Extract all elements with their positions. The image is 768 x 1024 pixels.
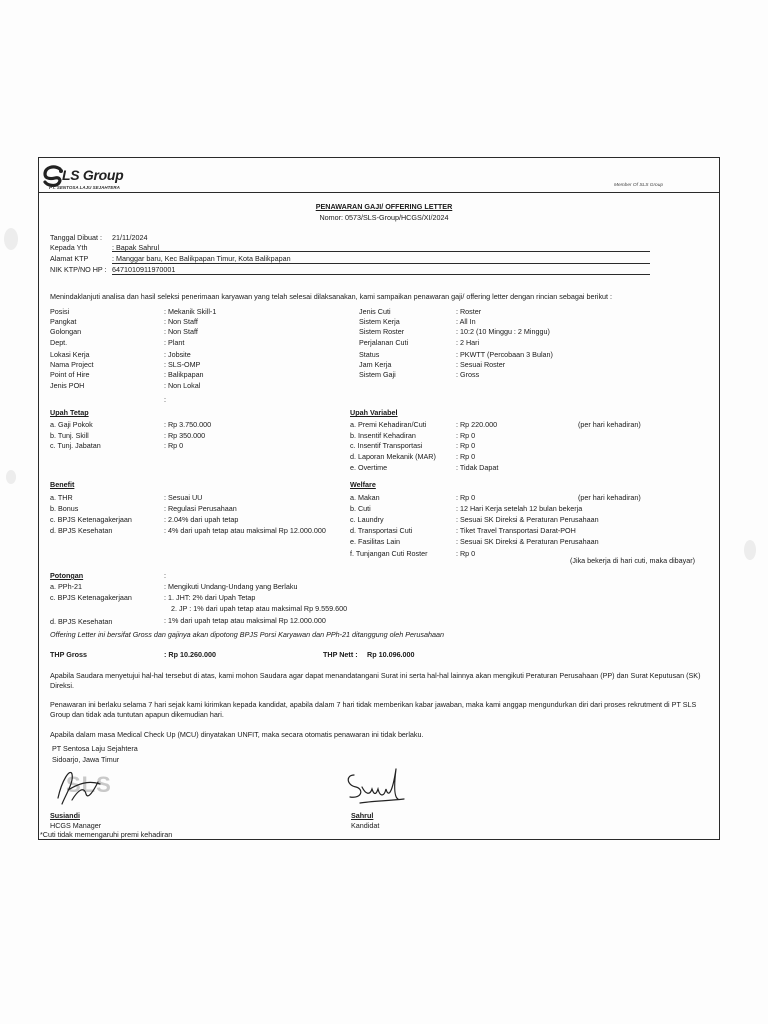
candidate-role: Kandidat bbox=[351, 821, 380, 830]
detail-label: Jenis POH bbox=[50, 381, 85, 390]
thp-gross-label: THP Gross bbox=[50, 650, 88, 659]
detail-value: : 10:2 (10 Minggu : 2 Minggu) bbox=[456, 327, 550, 336]
date-value: 21/11/2024 bbox=[112, 233, 148, 242]
benefit-value: : Sesuai UU bbox=[164, 493, 203, 502]
detail-label: Golongan bbox=[50, 327, 82, 336]
mcu-paragraph: Apabila dalam masa Medical Check Up (MCU) dinyatakan UNFIT, maka secara otomatis penawaran ini tidak berlaku. bbox=[50, 730, 424, 739]
upah-variabel-label: d. Laporan Mekanik (MAR) bbox=[350, 452, 436, 461]
letter-title: PENAWARAN GAJI/ OFFERING LETTER bbox=[315, 202, 453, 211]
detail-value: : Balikpapan bbox=[164, 370, 204, 379]
detail-value: : Non Staff bbox=[164, 317, 198, 326]
potongan-value: : Mengikuti Undang-Undang yang Berlaku bbox=[164, 582, 298, 591]
welfare-label: f. Tunjangan Cuti Roster bbox=[350, 549, 428, 558]
date-label: Tanggal Dibuat : bbox=[50, 233, 102, 242]
detail-value: : Gross bbox=[456, 370, 480, 379]
upah-variabel-heading: Upah Variabel bbox=[350, 408, 398, 417]
manager-signature bbox=[48, 760, 118, 810]
welfare-note: (Jika bekerja di hari cuti, maka dibayar) bbox=[570, 556, 696, 565]
footnote: *Cuti tidak memengaruhi premi kehadiran bbox=[40, 830, 173, 839]
upah-tetap-label: c. Tunj. Jabatan bbox=[50, 441, 101, 450]
welfare-value: : Sesuai SK Direksi & Peraturan Perusahaan bbox=[456, 515, 599, 524]
upah-variabel-note: (per hari kehadiran) bbox=[578, 420, 641, 429]
company-subtitle: PT. SENTOSA LAJU SEJAHTERA bbox=[49, 185, 120, 190]
detail-label: Sistem Roster bbox=[359, 327, 405, 336]
upah-variabel-label: c. Insentif Transportasi bbox=[350, 441, 423, 450]
scan-smudge bbox=[4, 228, 18, 250]
upah-variabel-label: e. Overtime bbox=[350, 463, 388, 472]
potongan-value: 2. JP : 1% dari upah tetap atau maksimal Rp 9.559.600 bbox=[171, 604, 348, 613]
welfare-note: (per hari kehadiran) bbox=[578, 493, 641, 502]
upah-variabel-value: : Rp 0 bbox=[456, 431, 476, 440]
detail-value: : Roster bbox=[456, 307, 482, 316]
detail-label: Point of Hire bbox=[50, 370, 90, 379]
scan-smudge bbox=[744, 540, 756, 560]
benefit-label: a. THR bbox=[50, 493, 73, 502]
detail-value: : Sesuai Roster bbox=[456, 360, 506, 369]
welfare-value: : Tiket Travel Transportasi Darat-POH bbox=[456, 526, 576, 535]
upah-variabel-value: : Rp 0 bbox=[456, 452, 476, 461]
scan-smudge bbox=[6, 470, 16, 484]
manager-name: Susiandi bbox=[50, 811, 80, 820]
validity-paragraph: Penawaran ini berlaku selama 7 hari sejak kami kirimkan kepada kandidat, apabila dalam 7 hari tidak memberikan kabar jawaban, maka kami anggap mengundurkan diri dari proses rekrutment di PT SLS Group dan tidak ada tuntutan apapun dikemudian hari. bbox=[50, 700, 697, 719]
welfare-value: : 12 Hari Kerja setelah 12 bulan bekerja bbox=[456, 504, 583, 513]
welfare-heading: Welfare bbox=[350, 480, 376, 489]
benefit-label: b. Bonus bbox=[50, 504, 79, 513]
welfare-label: c. Laundry bbox=[350, 515, 384, 524]
company-name: LS Group bbox=[62, 167, 124, 183]
benefit-label: c. BPJS Ketenagakerjaan bbox=[50, 515, 132, 524]
upah-tetap-value: : Rp 0 bbox=[164, 441, 184, 450]
benefit-heading: Benefit bbox=[50, 480, 75, 489]
upah-tetap-value: : Rp 350.000 bbox=[164, 431, 206, 440]
potongan-label: d. BPJS Kesehatan bbox=[50, 617, 113, 626]
detail-label: Sistem Gaji bbox=[359, 370, 396, 379]
identity-underline bbox=[112, 251, 650, 252]
address-label: Alamat KTP bbox=[50, 254, 89, 263]
recipient-label: Kepada Yth bbox=[50, 243, 88, 252]
welfare-value: : Rp 0 bbox=[456, 549, 476, 558]
detail-value: : Jobsite bbox=[164, 350, 191, 359]
member-label: Member Of SLS Group bbox=[614, 183, 664, 188]
nik-value: 6471010911970001 bbox=[112, 265, 176, 274]
upah-tetap-label: b. Tunj. Skill bbox=[50, 431, 89, 440]
intro-text: Menindaklanjuti analisa dan hasil seleksi penerimaan karyawan yang telah selesai dilaksanakan, kami sampaikan penawaran gaji/ offering letter dengan rincian sebagai berikut : bbox=[50, 292, 613, 301]
potongan-value: : 1. JHT: 2% dari Upah Tetap bbox=[164, 593, 256, 602]
detail-value: : PKWTT (Percobaan 3 Bulan) bbox=[456, 350, 553, 359]
potongan-value: : 1% dari upah tetap atau maksimal Rp 12.000.000 bbox=[164, 616, 326, 625]
detail-label: Perjalanan Cuti bbox=[359, 338, 409, 347]
detail-value: : Non Staff bbox=[164, 327, 198, 336]
detail-label: Lokasi Kerja bbox=[50, 350, 90, 359]
company-logo bbox=[42, 165, 192, 195]
company-name-signature: PT Sentosa Laju Sejahtera bbox=[52, 744, 138, 753]
address-value: : Manggar baru, Kec Balikpapan Timur, Kota Balikpapan bbox=[112, 254, 291, 263]
detail-value: : Plant bbox=[164, 338, 185, 347]
nik-label: NIK KTP/NO HP : bbox=[50, 265, 107, 274]
welfare-label: d. Transportasi Cuti bbox=[350, 526, 413, 535]
upah-tetap-label: a. Gaji Pokok bbox=[50, 420, 93, 429]
benefit-value: : Regulasi Perusahaan bbox=[164, 504, 237, 513]
welfare-value: : Sesuai SK Direksi & Peraturan Perusahaan bbox=[456, 537, 599, 546]
detail-label: Jam Kerja bbox=[359, 360, 392, 369]
identity-underline bbox=[112, 274, 650, 275]
upah-tetap-value: : Rp 3.750.000 bbox=[164, 420, 212, 429]
detail-value: : Mekanik Skill-1 bbox=[164, 307, 217, 316]
detail-value: : Non Lokal bbox=[164, 381, 201, 390]
header-divider bbox=[38, 192, 720, 193]
candidate-signature bbox=[340, 765, 410, 810]
thp-gross-value: : Rp 10.260.000 bbox=[164, 650, 216, 659]
potongan-label: a. PPh-21 bbox=[50, 582, 82, 591]
detail-value: : SLS-OMP bbox=[164, 360, 201, 369]
upah-variabel-value: : Rp 0 bbox=[456, 441, 476, 450]
welfare-value: : Rp 0 bbox=[456, 493, 476, 502]
welfare-label: b. Cuti bbox=[350, 504, 371, 513]
detail-value: : All In bbox=[456, 317, 476, 326]
company-stamp: SLS bbox=[66, 772, 112, 797]
detail-label: Posisi bbox=[50, 307, 70, 316]
agreement-paragraph: Apabila Saudara menyetujui hal-hal tersebut di atas, kami mohon Saudara agar dapat menandatangani Surat ini serta hal-hal lainnya akan mengikuti Peraturan Perusahaan (PP) dan Surat Keputusan (SK) Direksi. bbox=[50, 671, 701, 690]
upah-variabel-value: : Rp 220.000 bbox=[456, 420, 498, 429]
detail-value: : 2 Hari bbox=[456, 338, 480, 347]
thp-nett-value: Rp 10.096.000 bbox=[367, 650, 415, 659]
signature-location: Sidoarjo, Jawa Timur bbox=[52, 755, 120, 764]
benefit-value: : 4% dari upah tetap atau maksimal Rp 12.000.000 bbox=[164, 526, 326, 535]
candidate-name: Sahrul bbox=[351, 811, 374, 820]
detail-label: Sistem Kerja bbox=[359, 317, 400, 326]
letter-number: Nomor: 0573/SLS-Group/HCGS/XI/2024 bbox=[319, 213, 449, 222]
stray-colon: : bbox=[164, 395, 166, 404]
manager-role: HCGS Manager bbox=[50, 821, 102, 830]
recipient-value: : Bapak Sahrul bbox=[112, 243, 160, 252]
upah-variabel-label: b. Insentif Kehadiran bbox=[350, 431, 416, 440]
thp-nett-label: THP Nett : bbox=[323, 650, 358, 659]
upah-variabel-label: a. Premi Kehadiran/Cuti bbox=[350, 420, 427, 429]
benefit-value: : 2.04% dari upah tetap bbox=[164, 515, 239, 524]
identity-underline bbox=[112, 263, 650, 264]
detail-label: Status bbox=[359, 350, 380, 359]
welfare-label: e. Fasilitas Lain bbox=[350, 537, 400, 546]
detail-label: Dept. bbox=[50, 338, 68, 347]
potongan-colon: : bbox=[164, 571, 166, 580]
detail-label: Jenis Cuti bbox=[359, 307, 391, 316]
potongan-heading: Potongan bbox=[50, 571, 84, 580]
welfare-label: a. Makan bbox=[350, 493, 380, 502]
detail-label: Nama Project bbox=[50, 360, 94, 369]
detail-label: Pangkat bbox=[50, 317, 77, 326]
potongan-label: c. BPJS Ketenagakerjaan bbox=[50, 593, 132, 602]
benefit-label: d. BPJS Kesehatan bbox=[50, 526, 113, 535]
upah-tetap-heading: Upah Tetap bbox=[50, 408, 89, 417]
upah-variabel-value: : Tidak Dapat bbox=[456, 463, 499, 472]
potongan-note: Offering Letter ini bersifat Gross dan gajinya akan dipotong BPJS Porsi Karyawan dan PPh-21 ditanggung oleh Perusahaan bbox=[50, 630, 444, 639]
